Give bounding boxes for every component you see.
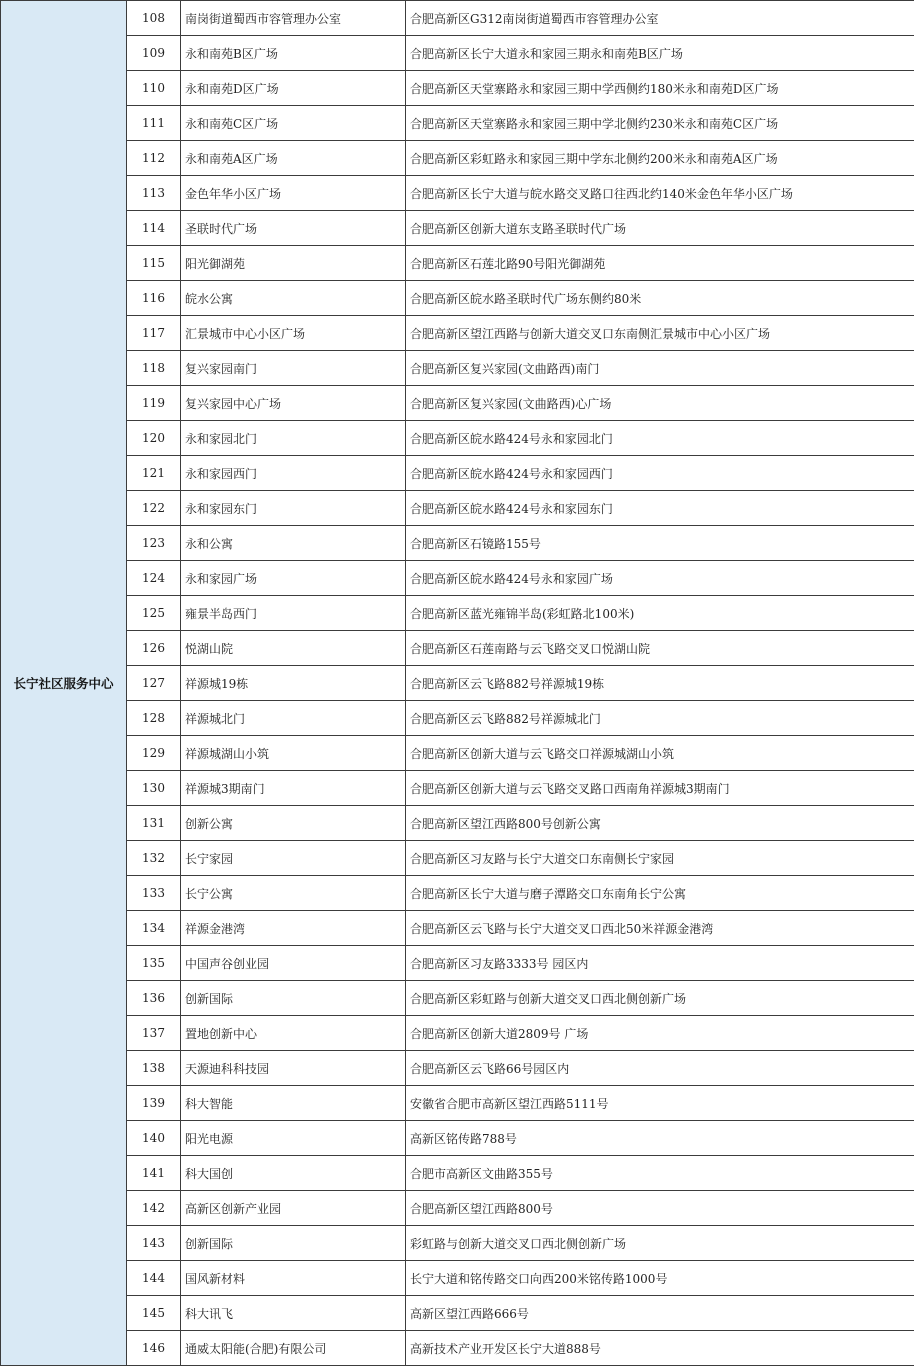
- location-address-cell: 合肥高新区创新大道2809号 广场: [406, 1016, 914, 1051]
- row-number-cell: 132: [127, 841, 181, 876]
- table-row: [1, 386, 914, 421]
- location-name-cell: 科大智能: [181, 1086, 406, 1121]
- row-number-cell: 116: [127, 281, 181, 316]
- region-cell: 长宁社区服务中心: [1, 1, 127, 1366]
- row-number-cell: 131: [127, 806, 181, 841]
- location-name-cell: 永和家园东门: [181, 491, 406, 526]
- location-name-cell: 永和南苑A区广场: [181, 141, 406, 176]
- row-number-cell: 142: [127, 1191, 181, 1226]
- location-address-cell: 合肥高新区云飞路与长宁大道交叉口西北50米祥源金港湾: [406, 911, 914, 946]
- row-number-cell: 146: [127, 1331, 181, 1366]
- location-address-cell: 长宁大道和铭传路交口向西200米铭传路1000号: [406, 1261, 914, 1296]
- table-row: [1, 1051, 914, 1086]
- location-name-cell: 永和南苑C区广场: [181, 106, 406, 141]
- location-address-cell: 彩虹路与创新大道交叉口西北侧创新广场: [406, 1226, 914, 1261]
- location-address-cell: 合肥高新区石镜路155号: [406, 526, 914, 561]
- location-name-cell: 复兴家园南门: [181, 351, 406, 386]
- table-row: [1, 981, 914, 1016]
- row-number-cell: 127: [127, 666, 181, 701]
- location-address-cell: 合肥高新区望江西路800号创新公寓: [406, 806, 914, 841]
- location-name-cell: 雍景半岛西门: [181, 596, 406, 631]
- location-address-cell: 合肥高新区习友路3333号 园区内: [406, 946, 914, 981]
- location-name-cell: 科大讯飞: [181, 1296, 406, 1331]
- row-number-cell: 141: [127, 1156, 181, 1191]
- location-name-cell: 悦湖山院: [181, 631, 406, 666]
- table-row: [1, 806, 914, 841]
- location-name-cell: 长宁家园: [181, 841, 406, 876]
- row-number-cell: 113: [127, 176, 181, 211]
- location-name-cell: 永和南苑D区广场: [181, 71, 406, 106]
- location-address-cell: 高新区铭传路788号: [406, 1121, 914, 1156]
- row-number-cell: 120: [127, 421, 181, 456]
- row-number-cell: 140: [127, 1121, 181, 1156]
- location-address-cell: 合肥高新区蓝光雍锦半岛(彩虹路北100米): [406, 596, 914, 631]
- row-number-cell: 122: [127, 491, 181, 526]
- location-name-cell: 祥源金港湾: [181, 911, 406, 946]
- table-row: [1, 456, 914, 491]
- table-row: [1, 841, 914, 876]
- table-row: [1, 176, 914, 211]
- location-name-cell: 永和家园西门: [181, 456, 406, 491]
- location-address-cell: 合肥高新区云飞路882号祥源城北门: [406, 701, 914, 736]
- location-name-cell: 创新国际: [181, 1226, 406, 1261]
- row-number-cell: 133: [127, 876, 181, 911]
- location-table-body: [1, 1, 914, 1366]
- location-name-cell: 阳光电源: [181, 1121, 406, 1156]
- location-name-cell: 永和家园北门: [181, 421, 406, 456]
- row-number-cell: 108: [127, 1, 181, 36]
- row-number-cell: 121: [127, 456, 181, 491]
- row-number-cell: 115: [127, 246, 181, 281]
- table-row: [1, 1261, 914, 1296]
- location-name-cell: 复兴家园中心广场: [181, 386, 406, 421]
- location-address-cell: 合肥高新区天堂寨路永和家园三期中学北侧约230米永和南苑C区广场: [406, 106, 914, 141]
- table-row: [1, 36, 914, 71]
- location-address-cell: 合肥高新区彩虹路与创新大道交叉口西北侧创新广场: [406, 981, 914, 1016]
- table-row: [1, 946, 914, 981]
- location-name-cell: 通威太阳能(合肥)有限公司: [181, 1331, 406, 1366]
- table-row: [1, 491, 914, 526]
- location-address-cell: 合肥高新区石莲北路90号阳光御湖苑: [406, 246, 914, 281]
- table-row: [1, 876, 914, 911]
- location-name-cell: 科大国创: [181, 1156, 406, 1191]
- location-address-cell: 高新区望江西路666号: [406, 1296, 914, 1331]
- location-name-cell: 永和公寓: [181, 526, 406, 561]
- row-number-cell: 124: [127, 561, 181, 596]
- location-address-cell: 合肥高新区复兴家园(文曲路西)心广场: [406, 386, 914, 421]
- location-name-cell: 国风新材料: [181, 1261, 406, 1296]
- location-name-cell: 中国声谷创业园: [181, 946, 406, 981]
- location-name-cell: 圣联时代广场: [181, 211, 406, 246]
- row-number-cell: 111: [127, 106, 181, 141]
- table-row: [1, 281, 914, 316]
- row-number-cell: 125: [127, 596, 181, 631]
- table-row: [1, 1226, 914, 1261]
- row-number-cell: 138: [127, 1051, 181, 1086]
- location-name-cell: 长宁公寓: [181, 876, 406, 911]
- location-name-cell: 南岗街道蜀西市容管理办公室: [181, 1, 406, 36]
- location-address-cell: 合肥市高新区文曲路355号: [406, 1156, 914, 1191]
- location-address-cell: 合肥高新区望江西路与创新大道交叉口东南侧汇景城市中心小区广场: [406, 316, 914, 351]
- location-name-cell: 汇景城市中心小区广场: [181, 316, 406, 351]
- row-number-cell: 134: [127, 911, 181, 946]
- location-address-cell: 合肥高新区创新大道与云飞路交口祥源城湖山小筑: [406, 736, 914, 771]
- table-row: [1, 1331, 914, 1366]
- table-row: [1, 421, 914, 456]
- table-row: [1, 596, 914, 631]
- location-name-cell: 皖水公寓: [181, 281, 406, 316]
- location-address-cell: 合肥高新区石莲南路与云飞路交叉口悦湖山院: [406, 631, 914, 666]
- table-row: [1, 526, 914, 561]
- location-address-cell: 合肥高新区皖水路424号永和家园广场: [406, 561, 914, 596]
- table-row: [1, 1016, 914, 1051]
- row-number-cell: 130: [127, 771, 181, 806]
- location-name-cell: 祥源城北门: [181, 701, 406, 736]
- table-row: [1, 141, 914, 176]
- row-number-cell: 129: [127, 736, 181, 771]
- row-number-cell: 144: [127, 1261, 181, 1296]
- location-address-cell: 合肥高新区望江西路800号: [406, 1191, 914, 1226]
- location-address-cell: 合肥高新区皖水路圣联时代广场东侧约80米: [406, 281, 914, 316]
- location-name-cell: 高新区创新产业园: [181, 1191, 406, 1226]
- table-row: [1, 771, 914, 806]
- location-address-cell: 合肥高新区长宁大道永和家园三期永和南苑B区广场: [406, 36, 914, 71]
- table-row: [1, 106, 914, 141]
- row-number-cell: 110: [127, 71, 181, 106]
- row-number-cell: 143: [127, 1226, 181, 1261]
- table-row: [1, 246, 914, 281]
- location-address-cell: 合肥高新区长宁大道与皖水路交叉路口往西北约140米金色年华小区广场: [406, 176, 914, 211]
- location-address-cell: 高新技术产业开发区长宁大道888号: [406, 1331, 914, 1366]
- table-row: [1, 1121, 914, 1156]
- table-row: [1, 701, 914, 736]
- location-address-cell: 合肥高新区皖水路424号永和家园西门: [406, 456, 914, 491]
- location-address-cell: 合肥高新区复兴家园(文曲路西)南门: [406, 351, 914, 386]
- table-row: [1, 561, 914, 596]
- row-number-cell: 136: [127, 981, 181, 1016]
- row-number-cell: 137: [127, 1016, 181, 1051]
- table-row: [1, 211, 914, 246]
- location-name-cell: 祥源城19栋: [181, 666, 406, 701]
- row-number-cell: 123: [127, 526, 181, 561]
- location-name-cell: 创新国际: [181, 981, 406, 1016]
- table-row: [1, 1086, 914, 1121]
- location-name-cell: 祥源城湖山小筑: [181, 736, 406, 771]
- location-name-cell: 祥源城3期南门: [181, 771, 406, 806]
- row-number-cell: 118: [127, 351, 181, 386]
- row-number-cell: 119: [127, 386, 181, 421]
- table-row: [1, 911, 914, 946]
- row-number-cell: 109: [127, 36, 181, 71]
- row-number-cell: 114: [127, 211, 181, 246]
- location-address-cell: 合肥高新区长宁大道与磨子潭路交口东南角长宁公寓: [406, 876, 914, 911]
- location-name-cell: 置地创新中心: [181, 1016, 406, 1051]
- table-row: [1, 1, 914, 36]
- row-number-cell: 145: [127, 1296, 181, 1331]
- table-row: [1, 631, 914, 666]
- row-number-cell: 126: [127, 631, 181, 666]
- location-name-cell: 创新公寓: [181, 806, 406, 841]
- location-address-cell: 合肥高新区皖水路424号永和家园北门: [406, 421, 914, 456]
- table-row: [1, 1191, 914, 1226]
- location-address-cell: 合肥高新区习友路与长宁大道交口东南侧长宁家园: [406, 841, 914, 876]
- row-number-cell: 139: [127, 1086, 181, 1121]
- row-number-cell: 128: [127, 701, 181, 736]
- table-row: [1, 666, 914, 701]
- location-name-cell: 阳光御湖苑: [181, 246, 406, 281]
- location-address-cell: 合肥高新区G312南岗街道蜀西市容管理办公室: [406, 1, 914, 36]
- table-row: [1, 736, 914, 771]
- row-number-cell: 117: [127, 316, 181, 351]
- location-address-cell: 合肥高新区彩虹路永和家园三期中学东北侧约200米永和南苑A区广场: [406, 141, 914, 176]
- location-address-cell: 合肥高新区云飞路66号园区内: [406, 1051, 914, 1086]
- location-address-cell: 合肥高新区创新大道与云飞路交叉路口西南角祥源城3期南门: [406, 771, 914, 806]
- location-address-cell: 合肥高新区天堂寨路永和家园三期中学西侧约180米永和南苑D区广场: [406, 71, 914, 106]
- table-row: [1, 1296, 914, 1331]
- location-name-cell: 永和家园广场: [181, 561, 406, 596]
- location-address-cell: 合肥高新区云飞路882号祥源城19栋: [406, 666, 914, 701]
- row-number-cell: 112: [127, 141, 181, 176]
- table-row: [1, 1156, 914, 1191]
- table-row: [1, 71, 914, 106]
- location-address-cell: 合肥高新区皖水路424号永和家园东门: [406, 491, 914, 526]
- table-row: [1, 351, 914, 386]
- row-number-cell: 135: [127, 946, 181, 981]
- location-name-cell: 天源迪科科技园: [181, 1051, 406, 1086]
- location-address-cell: 合肥高新区创新大道东支路圣联时代广场: [406, 211, 914, 246]
- location-address-cell: 安徽省合肥市高新区望江西路5111号: [406, 1086, 914, 1121]
- location-name-cell: 金色年华小区广场: [181, 176, 406, 211]
- location-name-cell: 永和南苑B区广场: [181, 36, 406, 71]
- table-row: [1, 316, 914, 351]
